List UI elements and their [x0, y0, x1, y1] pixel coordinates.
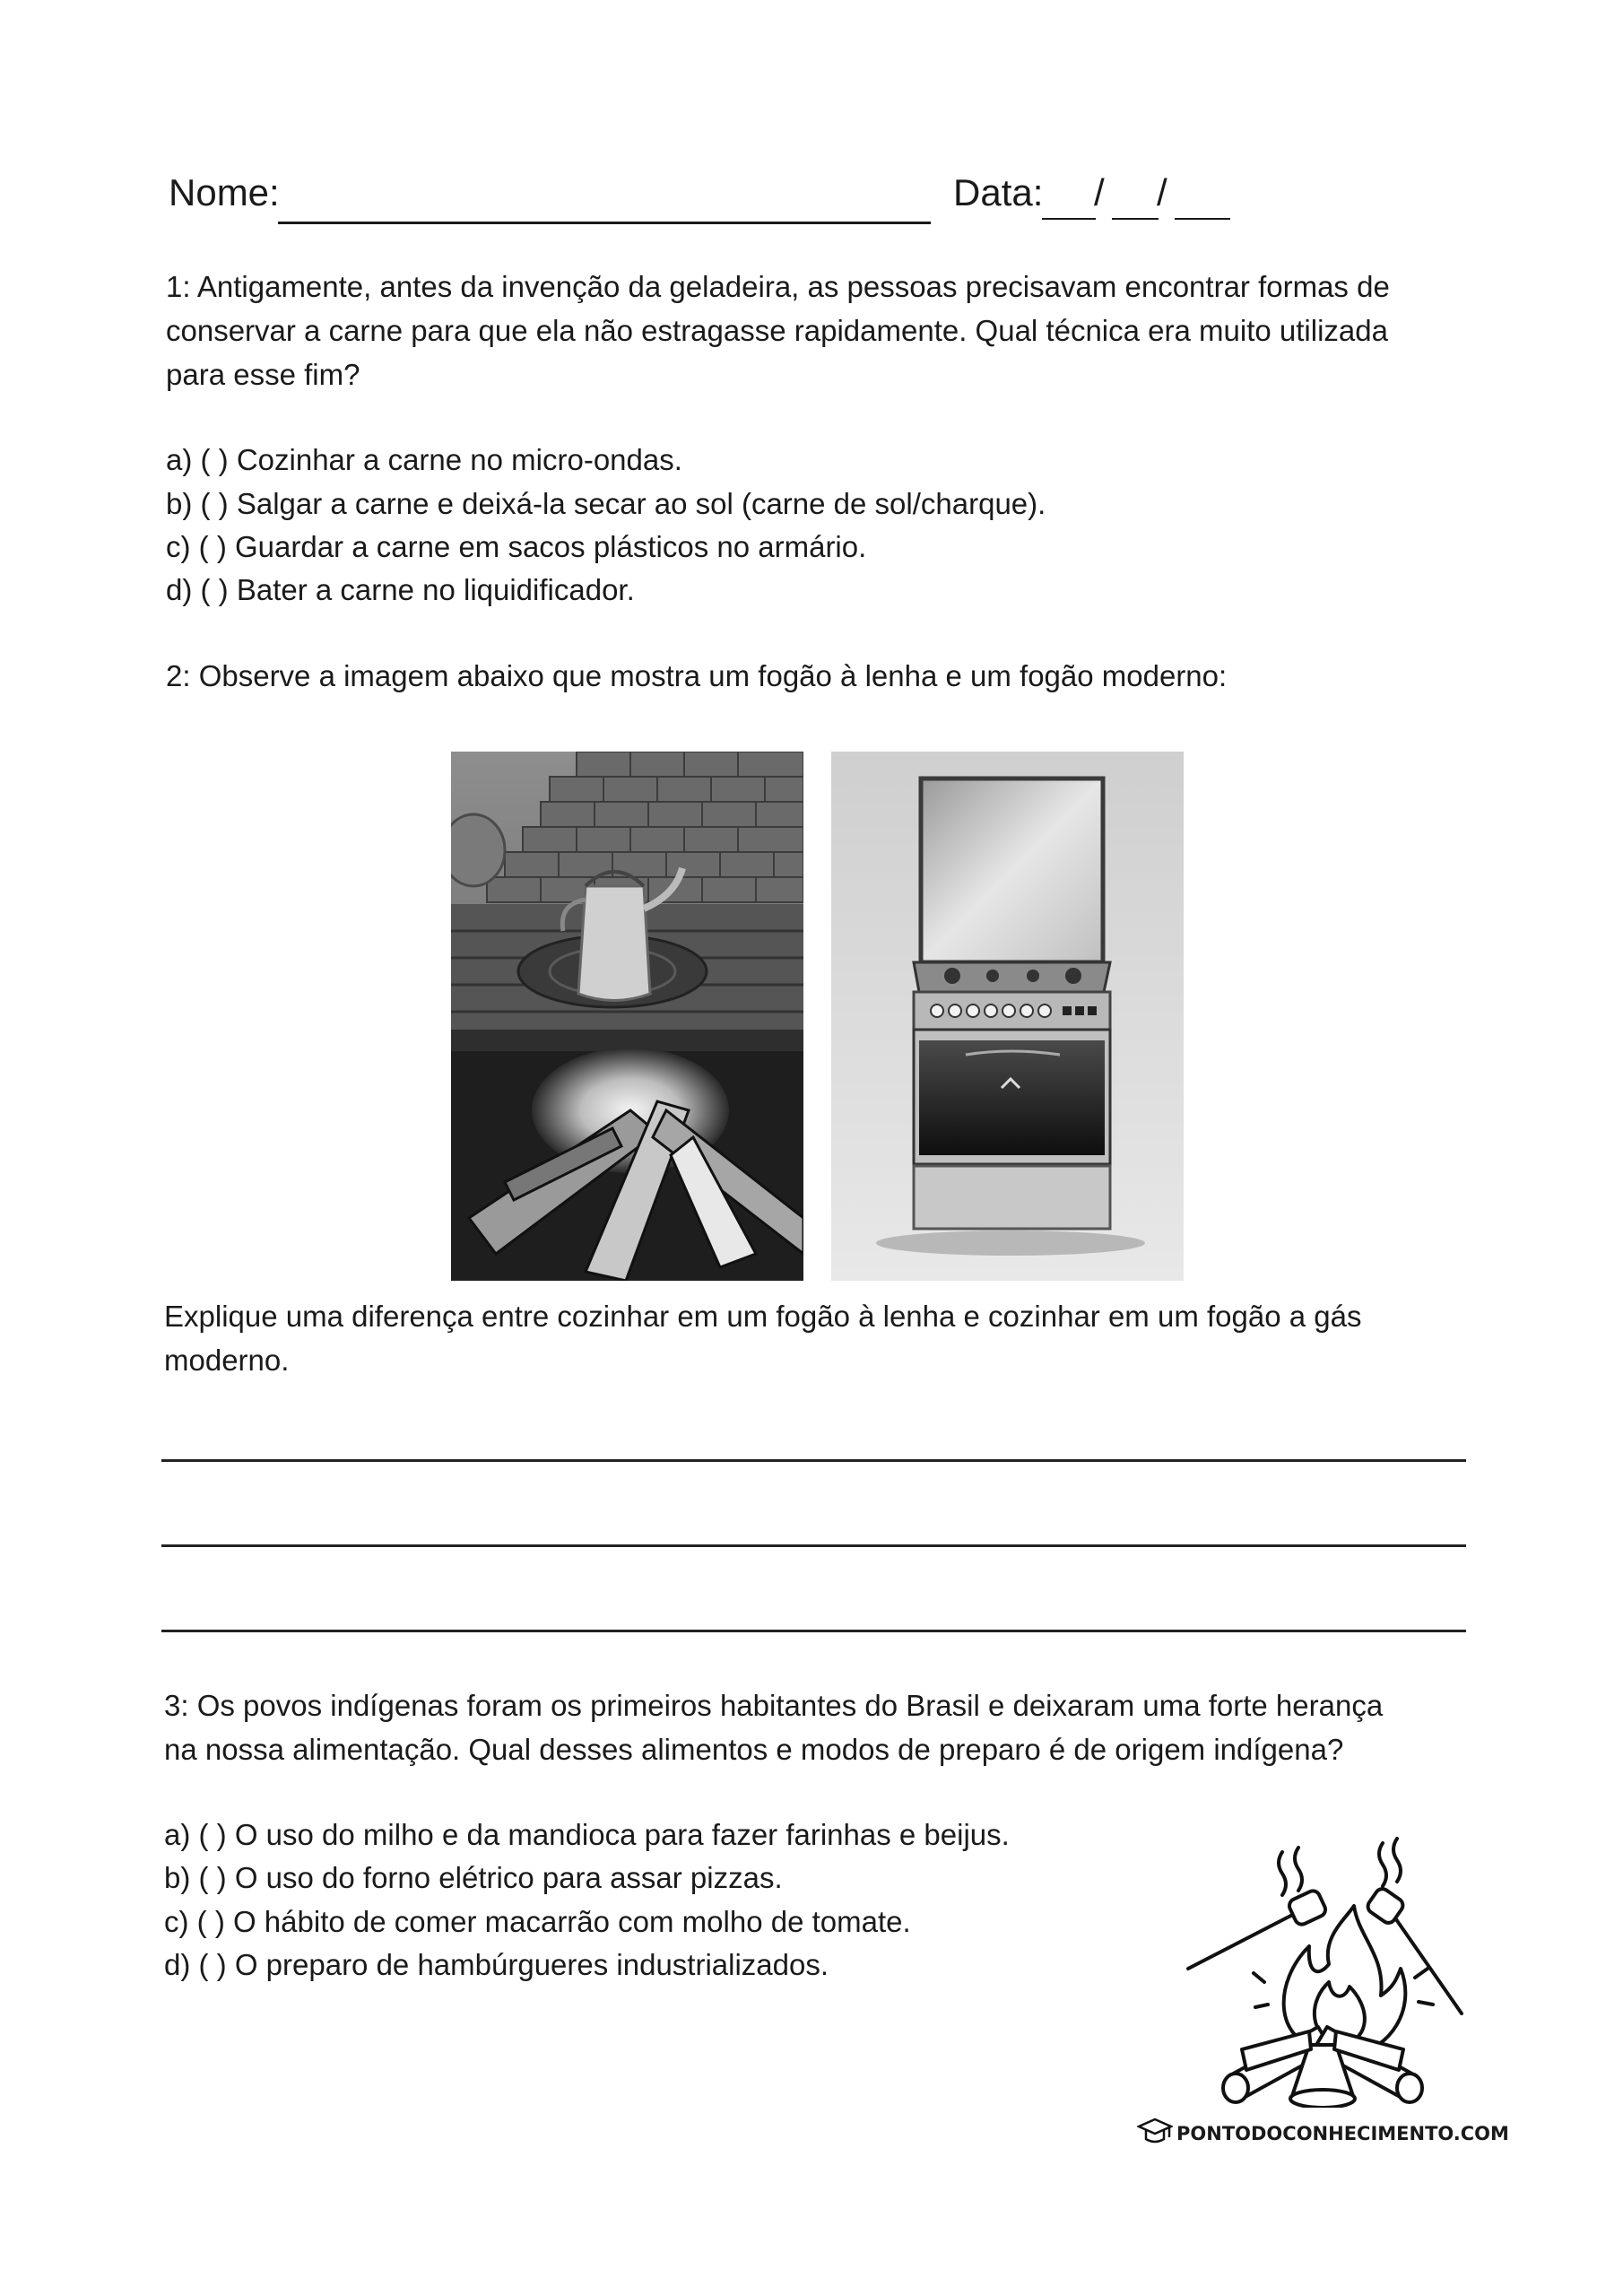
date-year-line[interactable]: [1175, 218, 1230, 220]
date-separator: /: [1157, 171, 1167, 213]
brand-website[interactable]: PONTODOCONHECIMENTO.COM: [1176, 2123, 1509, 2144]
q3-option-d[interactable]: d) ( ) O preparo de hambúrgueres industrializados.: [164, 1948, 829, 1981]
q2-prompt: 2: Observe a imagem abaixo que mostra um fogão à lenha e um fogão moderno:: [166, 659, 1228, 692]
campfire-illustration: [1175, 1830, 1471, 2108]
q1-option-a[interactable]: a) ( ) Cozinhar a carne no micro-ondas.: [166, 443, 682, 476]
name-field-line[interactable]: [278, 222, 931, 224]
answer-line[interactable]: [161, 1459, 1466, 1462]
q1-option-d[interactable]: d) ( ) Bater a carne no liquidificador.: [166, 573, 635, 606]
brand-logo-icon: [1137, 2118, 1173, 2150]
q1-option-c[interactable]: c) ( ) Guardar a carne em sacos plásticos no armário.: [166, 530, 867, 563]
q3-option-a[interactable]: a) ( ) O uso do milho e da mandioca para fazer farinhas e beijus.: [164, 1818, 1010, 1851]
q3-text-line: na nossa alimentação. Qual desses alimentos e modos de preparo é de origem indígena?: [164, 1733, 1344, 1766]
q1-text-line: 1: Antigamente, antes da invenção da geladeira, as pessoas precisavam encontrar formas de: [166, 270, 1390, 303]
q2-explain-line: moderno.: [164, 1344, 290, 1377]
date-day-line[interactable]: [1042, 218, 1096, 220]
date-separator: /: [1094, 171, 1105, 213]
q3-option-c[interactable]: c) ( ) O hábito de comer macarrão com molho de tomate.: [164, 1905, 911, 1938]
date-label: Data:: [953, 171, 1044, 213]
q1-text-line: conservar a carne para que ela não estragasse rapidamente. Qual técnica era muito utilizada: [166, 314, 1388, 347]
q3-option-b[interactable]: b) ( ) O uso do forno elétrico para assar pizzas.: [164, 1861, 783, 1894]
q1-option-b[interactable]: b) ( ) Salgar a carne e deixá-la secar ao sol (carne de sol/charque).: [166, 487, 1046, 520]
q3-text-line: 3: Os povos indígenas foram os primeiros habitantes do Brasil e deixaram uma forte herança: [164, 1689, 1384, 1722]
q2-explain-line: Explique uma diferença entre cozinhar em um fogão à lenha e cozinhar em um fogão a gás: [164, 1300, 1362, 1333]
date-month-line[interactable]: [1112, 218, 1159, 220]
gas-stove-image: [831, 752, 1184, 1281]
wood-stove-image: [451, 752, 803, 1281]
q1-text-line: para esse fim?: [166, 358, 360, 391]
answer-line[interactable]: [161, 1630, 1466, 1632]
answer-line[interactable]: [161, 1544, 1466, 1547]
name-label: Nome:: [169, 171, 280, 213]
